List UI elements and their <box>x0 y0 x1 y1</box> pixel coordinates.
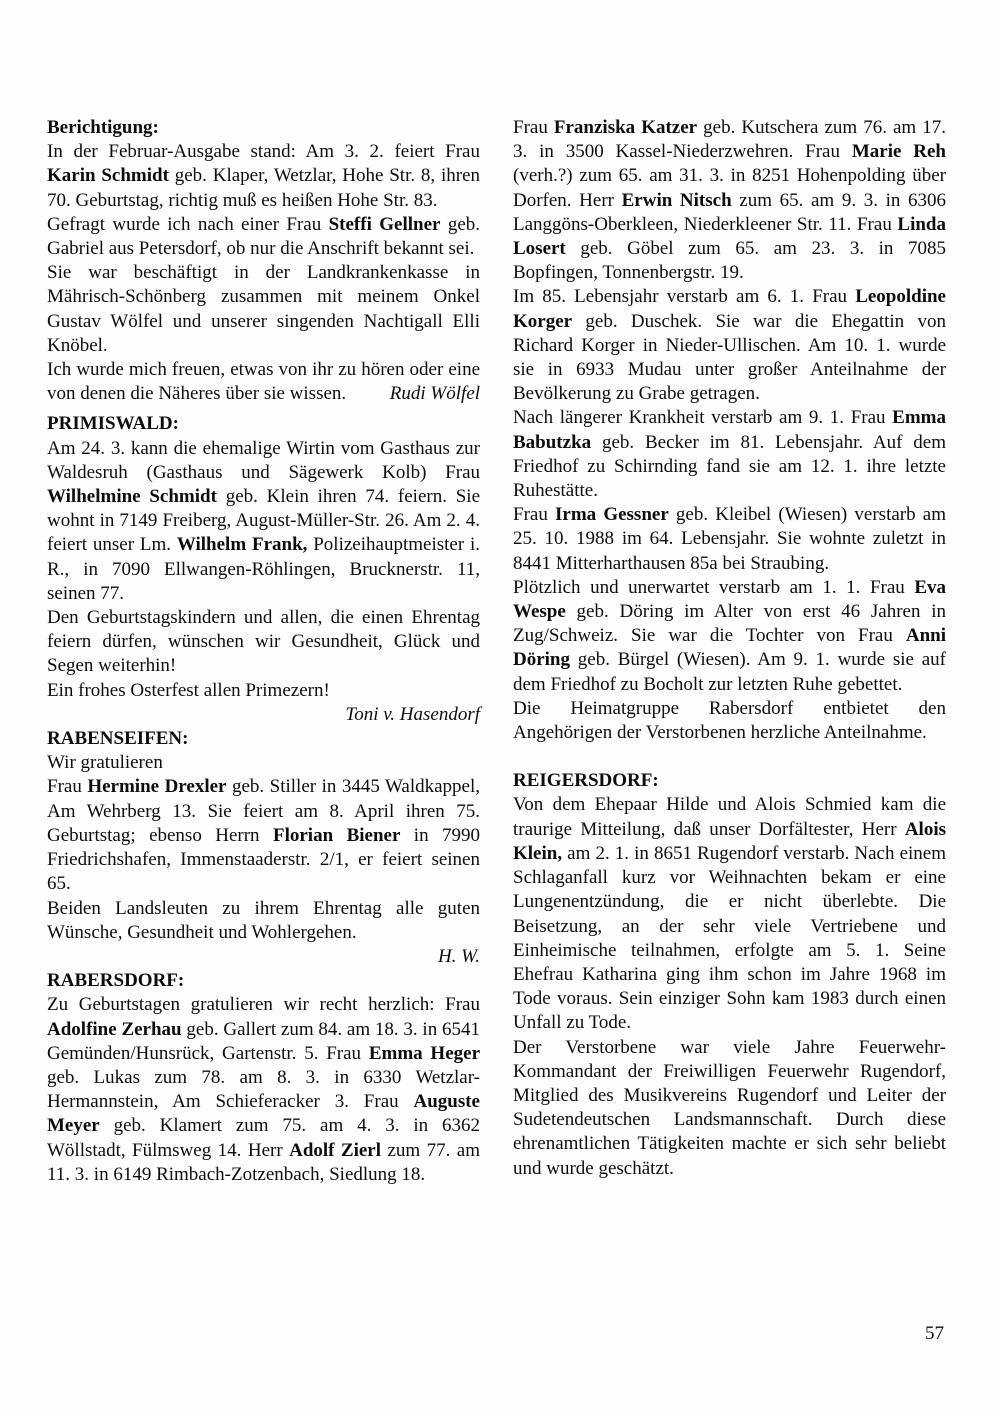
signature: Rudi Wölfel <box>389 383 480 405</box>
text-run: Plötzlich und unerwartet verstarb am 1. 1. Frau <box>513 576 915 598</box>
section-heading: RABERSDORF: <box>47 970 185 992</box>
person-name: Linda Losert <box>513 213 946 260</box>
person-name: Wilhelm Frank, <box>176 534 308 556</box>
person-name: Karin Schmidt <box>47 165 169 187</box>
text-run: zum 77. am 11. 3. in 6149 Rimbach-Zotzenbach, Siedlung 18. <box>47 1139 480 1185</box>
paragraph <box>47 606 480 679</box>
text-run: Ein frohes Osterfest allen Primezern! <box>47 679 330 701</box>
text-run: Von dem Ehepaar Hilde und Alois Schmied kam die traurige Mitteilung, daß unser Dorfältester, Herr <box>513 794 946 840</box>
text-run: geb. Duschek. Sie war die Ehegattin von Richard Korger in Nieder-Ullischen. Am 10. 1. wurde sie in 6933 Mudau unter großer Anteilnahme der Bevölkerung zu Grabe getragen. <box>513 310 946 405</box>
text-run: zum 65. am 9. 3. in 6306 Langgöns-Oberkleen, Niederkleener Str. 11. Frau <box>513 189 946 235</box>
person-name: Steffi Gellner <box>328 213 441 235</box>
text-run: In der Februar-Ausgabe stand: Am 3. 2. feiert Frau <box>47 141 480 163</box>
paragraph <box>513 576 946 697</box>
text-run: Im 85. Lebensjahr verstarb am 6. 1. Frau <box>513 286 856 308</box>
text-run: Frau <box>47 776 88 798</box>
person-name: Wilhelmine Schmidt <box>47 486 217 508</box>
paragraph <box>513 793 946 1035</box>
paragraph <box>513 697 946 745</box>
text-run: geb. Becker im 81. Lebensjahr. Auf dem Friedhof zu Schirnding fand sie am 12. 1. ihre letzte Ruhestätte. <box>513 431 946 502</box>
text-run: Wir gratulieren <box>47 752 163 774</box>
text-run: geb. Gabriel aus Petersdorf, ob nur die Anschrift bekannt sei. <box>47 213 481 260</box>
text-run: geb. Lukas zum 78. am 8. 3. in 6330 Wetzlar-Hermannstein, Am Schieferacker 3. Frau <box>47 1066 480 1113</box>
text-run: geb. Stiller in 3445 Waldkappel, Am Wehrberg 13. Sie feiert am 8. April ihren 75. Geburtstag; ebenso Herrn <box>47 776 481 846</box>
paragraph <box>47 358 480 406</box>
right-column <box>513 116 946 1187</box>
person-name: Franziska Katzer <box>553 117 698 138</box>
text-columns <box>47 116 946 1187</box>
person-name: Marie Reh <box>851 141 946 163</box>
paragraph <box>513 1036 946 1181</box>
text-run: geb. Kleibel (Wiesen) verstarb am 25. 10. 1988 im 64. Lebensjahr. Sie wohnte zuletzt in 8441 Mitterharthausen 85a bei Straubing. <box>513 504 946 574</box>
person-name: Adolf Zierl <box>289 1139 382 1161</box>
paragraph <box>47 775 480 896</box>
section-heading: PRIMISWALD: <box>47 413 179 435</box>
text-run: geb. Göbel zum 65. am 23. 3. in 7085 Bopfingen, Tonnenbergstr. 19. <box>513 238 946 284</box>
person-name: Florian Biener <box>272 824 401 846</box>
section-heading: RABENSEIFEN: <box>47 728 189 750</box>
person-name: Emma Babutzka <box>513 407 946 453</box>
paragraph <box>513 406 946 503</box>
paragraph <box>47 437 480 606</box>
paragraph <box>47 213 480 261</box>
signature: H. W. <box>437 945 480 967</box>
paragraph <box>47 993 480 1187</box>
text-run: Den Geburtstagskindern und allen, die einen Ehrentag feiern dürfen, wünschen wir Gesundheit, Glück und Segen weiterhin! <box>47 607 480 677</box>
text-run: Polizeihauptmeister i. R., in 7090 Ellwangen-Röhlingen, Brucknerstr. 11, seinen 77. <box>47 534 481 604</box>
text-run: geb. Klein ihren 74. feiern. Sie wohnt in 7149 Freiberg, August-Müller-Str. 26. Am 2. 4. feiert unser Lm. <box>47 486 481 556</box>
text-run: Am 24. 3. kann die ehemalige Wirtin vom Gasthaus zur Waldesruh (Gasthaus und Sägewerk Kolb) Frau <box>47 437 480 483</box>
paragraph <box>513 285 946 406</box>
text-run: geb. Gallert zum 84. am 18. 3. in 6541 Gemünden/Hunsrück, Gartenstr. 5. Frau <box>47 1018 480 1064</box>
text-run: Ich wurde mich freuen, etwas von ihr zu hören oder eine von denen die Näheres über sie wissen. <box>47 359 480 405</box>
person-name: Hermine Drexler <box>87 776 227 798</box>
person-name: Auguste Meyer <box>47 1091 480 1137</box>
paragraph <box>47 751 480 775</box>
section-heading: Berichtigung: <box>47 117 159 138</box>
paragraph <box>513 503 946 576</box>
text-run: Frau <box>513 504 555 526</box>
paragraph <box>47 140 480 213</box>
text-run: Beiden Landsleuten zu ihrem Ehrentag alle guten Wünsche, Gesundheit und Wohlergehen. <box>47 897 480 943</box>
person-name: Alois Klein, <box>513 818 946 864</box>
text-run: Gefragt wurde ich nach einer Frau <box>47 213 329 235</box>
section-heading: REIGERSDORF: <box>513 770 659 792</box>
text-run: Zu Geburtstagen gratulieren wir recht herzlich: Frau <box>47 994 480 1016</box>
person-name: Erwin Nitsch <box>621 189 732 211</box>
text-run: in 7990 Friedrichshafen, Immenstaaderstr. 2/1, er feiert seinen 65. <box>47 824 481 895</box>
paragraph <box>47 897 480 945</box>
paragraph <box>513 116 946 285</box>
person-name: Emma Heger <box>368 1042 481 1064</box>
person-name: Irma Gessner <box>555 504 669 526</box>
paragraph <box>47 261 480 358</box>
person-name: Leopoldine Korger <box>513 286 946 332</box>
text-run: geb. Klaper, Wetzlar, Hohe Str. 8, ihren 70. Geburtstag, richtig muß es heißen Hohe Str. 83. <box>47 165 480 211</box>
paragraph <box>47 679 480 703</box>
text-run: geb. Bürgel (Wiesen). Am 9. 1. wurde sie auf dem Friedhof zu Bocholt zur letzten Ruhe gebettet. <box>513 649 946 695</box>
text-run: Die Heimatgruppe Rabersdorf entbietet den Angehörigen der Verstorbenen herzliche Anteilnahme. <box>513 697 946 744</box>
page-number: 57 <box>925 1323 944 1344</box>
person-name: Adolfine Zerhau <box>47 1018 182 1040</box>
person-name: Eva Wespe <box>513 576 946 623</box>
text-run: geb. Döring im Alter von erst 46 Jahren in Zug/Schweiz. Sie war die Tochter von Frau <box>513 601 946 647</box>
left-column <box>47 116 480 1187</box>
text-run: Nach längerer Krankheit verstarb am 9. 1. Frau <box>513 407 893 429</box>
text-run: geb. Klamert zum 75. am 4. 3. in 6362 Wöllstadt, Fülmsweg 14. Herr <box>47 1115 480 1161</box>
signature: Toni v. Hasendorf <box>345 703 480 725</box>
text-run: geb. Kutschera zum 76. am 17. 3. in 3500 Kassel-Niederzwehren. Frau <box>513 117 946 163</box>
text-run: Sie war beschäftigt in der Landkrankenkasse in Mährisch-Schönberg zusammen mit meinem Onkel Gustav Wölfel und unserer singenden Nachtigall Elli Knöbel. <box>47 262 480 356</box>
text-run: am 2. 1. in 8651 Rugendorf verstarb. Nach einem Schlaganfall kurz vor Weihnachten bekam er eine Lungenentzündung, die er nicht überlebte. Die Beisetzung, an der sehr viele Vertriebene und Einheimische teilnahmen, erfolgte am 5. 1. Seine Ehefrau Katharina ging ihm schon im Jahre 1968 im Tode voraus. Sein einziger Sohn kam 1983 durch einen Unfall zu Tode. <box>513 842 946 1034</box>
text-run: Frau <box>513 117 554 138</box>
person-name: Anni Döring <box>513 625 946 671</box>
text-run: (verh.?) zum 65. am 31. 3. in 8251 Hohenpolding über Dorfen. Herr <box>513 165 946 211</box>
text-run: Der Verstorbene war viele Jahre Feuerwehr-Kommandant der Freiwilligen Feuerwehr Rugendorf, Mitglied des Musikvereins Rugendorf und Leiter der Sudetendeutschen Landsmannschaft. Durch diese ehrenamtlichen Tätigkeiten machte er sich sehr beliebt und wurde geschätzt. <box>513 1036 946 1179</box>
